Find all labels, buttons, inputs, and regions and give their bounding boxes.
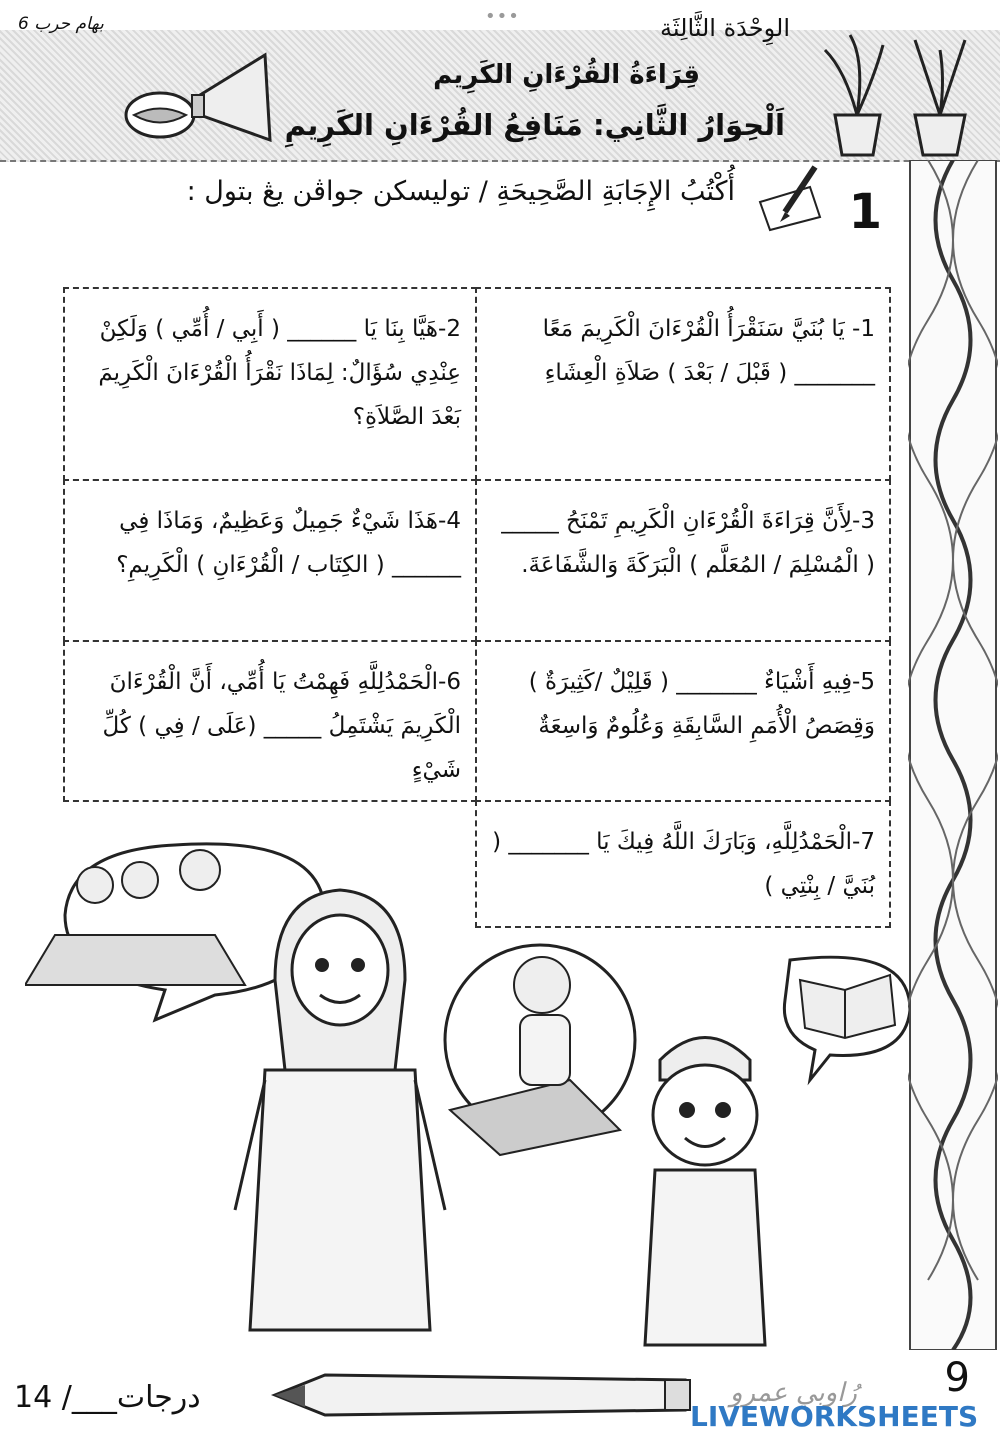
mother-character-icon xyxy=(225,870,455,1340)
question-7[interactable]: 7-الْحَمْدُلِلَّهِ، وَبَارَكَ اللَّهُ فِيكَ يَا _______ ( بُنَيَّ / بِنْتِي ) xyxy=(475,800,891,928)
question-5[interactable]: 5-فِيهِ أَشْيَاءٌ _______ ( قَلِيْلٌ /كَثِيرَةٌ ) وَقِصَصُ الْأُمَمِ السَّابِقَةِ وَعُلُومٌ وَاسِعَةٌ xyxy=(475,640,891,802)
quran-book-bubble-icon xyxy=(770,940,920,1090)
pencil-writing-icon xyxy=(750,162,830,232)
instruction-text: أُكْتُبُ الإِجَابَةِ الصَّحِيحَةِ / توليسكن جواڤن يڠ بتول : xyxy=(186,176,735,207)
teacher-signature: 6 بهام حرب xyxy=(18,14,104,34)
megaphone-icon xyxy=(120,40,280,150)
pencil-icon xyxy=(265,1355,705,1425)
question-6[interactable]: 6-الْحَمْدُلِلَّهِ فَهِمْتُ يَا أُمِّي، أَنَّ الْقُرْءَانَ الْكَرِيمَ يَشْتَمِلُ _____ (عَلَى / فِي ) كُلِّ شَيْءٍ xyxy=(63,640,477,802)
calligraphy-border-icon xyxy=(908,160,998,1350)
unit-title: الوِحْدَة الثَّالِثَة xyxy=(660,14,790,42)
question-1[interactable]: 1- يَا بُنَيَّ سَنَقْرَأُ الْقُرْءَانَ الْكَرِيمَ مَعًا _______ ( قَبْلَ / بَعْدَ ) صَلاَةِ الْعِشَاءِ xyxy=(475,287,891,481)
dialogue-title: اَلْحِوَارُ الثَّانِي: مَنَافِعُ القُرْءَانِ الكَرِيمِ xyxy=(284,108,785,142)
boy-character-icon xyxy=(620,1020,790,1350)
liveworksheets-watermark[interactable]: LIVEWORKSHEETS xyxy=(690,1400,979,1433)
lesson-title: قِرَاءَةُ القُرْءَانِ الكَرِيم xyxy=(433,60,700,90)
question-3[interactable]: 3-لِأَنَّ قِرَاءَةَ الْقُرْءَانِ الْكَرِيمِ تَمْنَحُ _____ ( الْمُسْلِمَ / المُعَلَّم ) الْبَرَكَةَ وَالشَّفَاعَةَ. xyxy=(475,479,891,642)
question-4[interactable]: 4-هَذَا شَيْءٌ جَمِيلٌ وَعَظِيمٌ، وَمَاذَا فِي ______ ( الكِتَاب / الْقُرْءَانِ ) الْكَرِيمِ؟ xyxy=(63,479,477,642)
drag-handle[interactable]: ••• xyxy=(485,6,520,27)
author-signature: رُاوبِي عمرو xyxy=(730,1378,857,1408)
page-number: 9 xyxy=(944,1355,970,1401)
section-number: 1 xyxy=(848,184,882,240)
plant-pots-icon xyxy=(805,30,995,160)
grade-score-field[interactable]: درجات___/ 14 xyxy=(14,1380,201,1415)
boy-reading-bubble-icon xyxy=(430,930,640,1160)
question-2[interactable]: 2-هَيَّا بِنَا يَا ______ ( أَبِي / أُمِّي ) وَلَكِنْ عِنْدِي سُؤَالٌ: لِمَاذَا نَقْرَأُ الْقُرْءَانَ الْكَرِيمَ بَعْدَ الصَّلاَةِ؟ xyxy=(63,287,477,481)
